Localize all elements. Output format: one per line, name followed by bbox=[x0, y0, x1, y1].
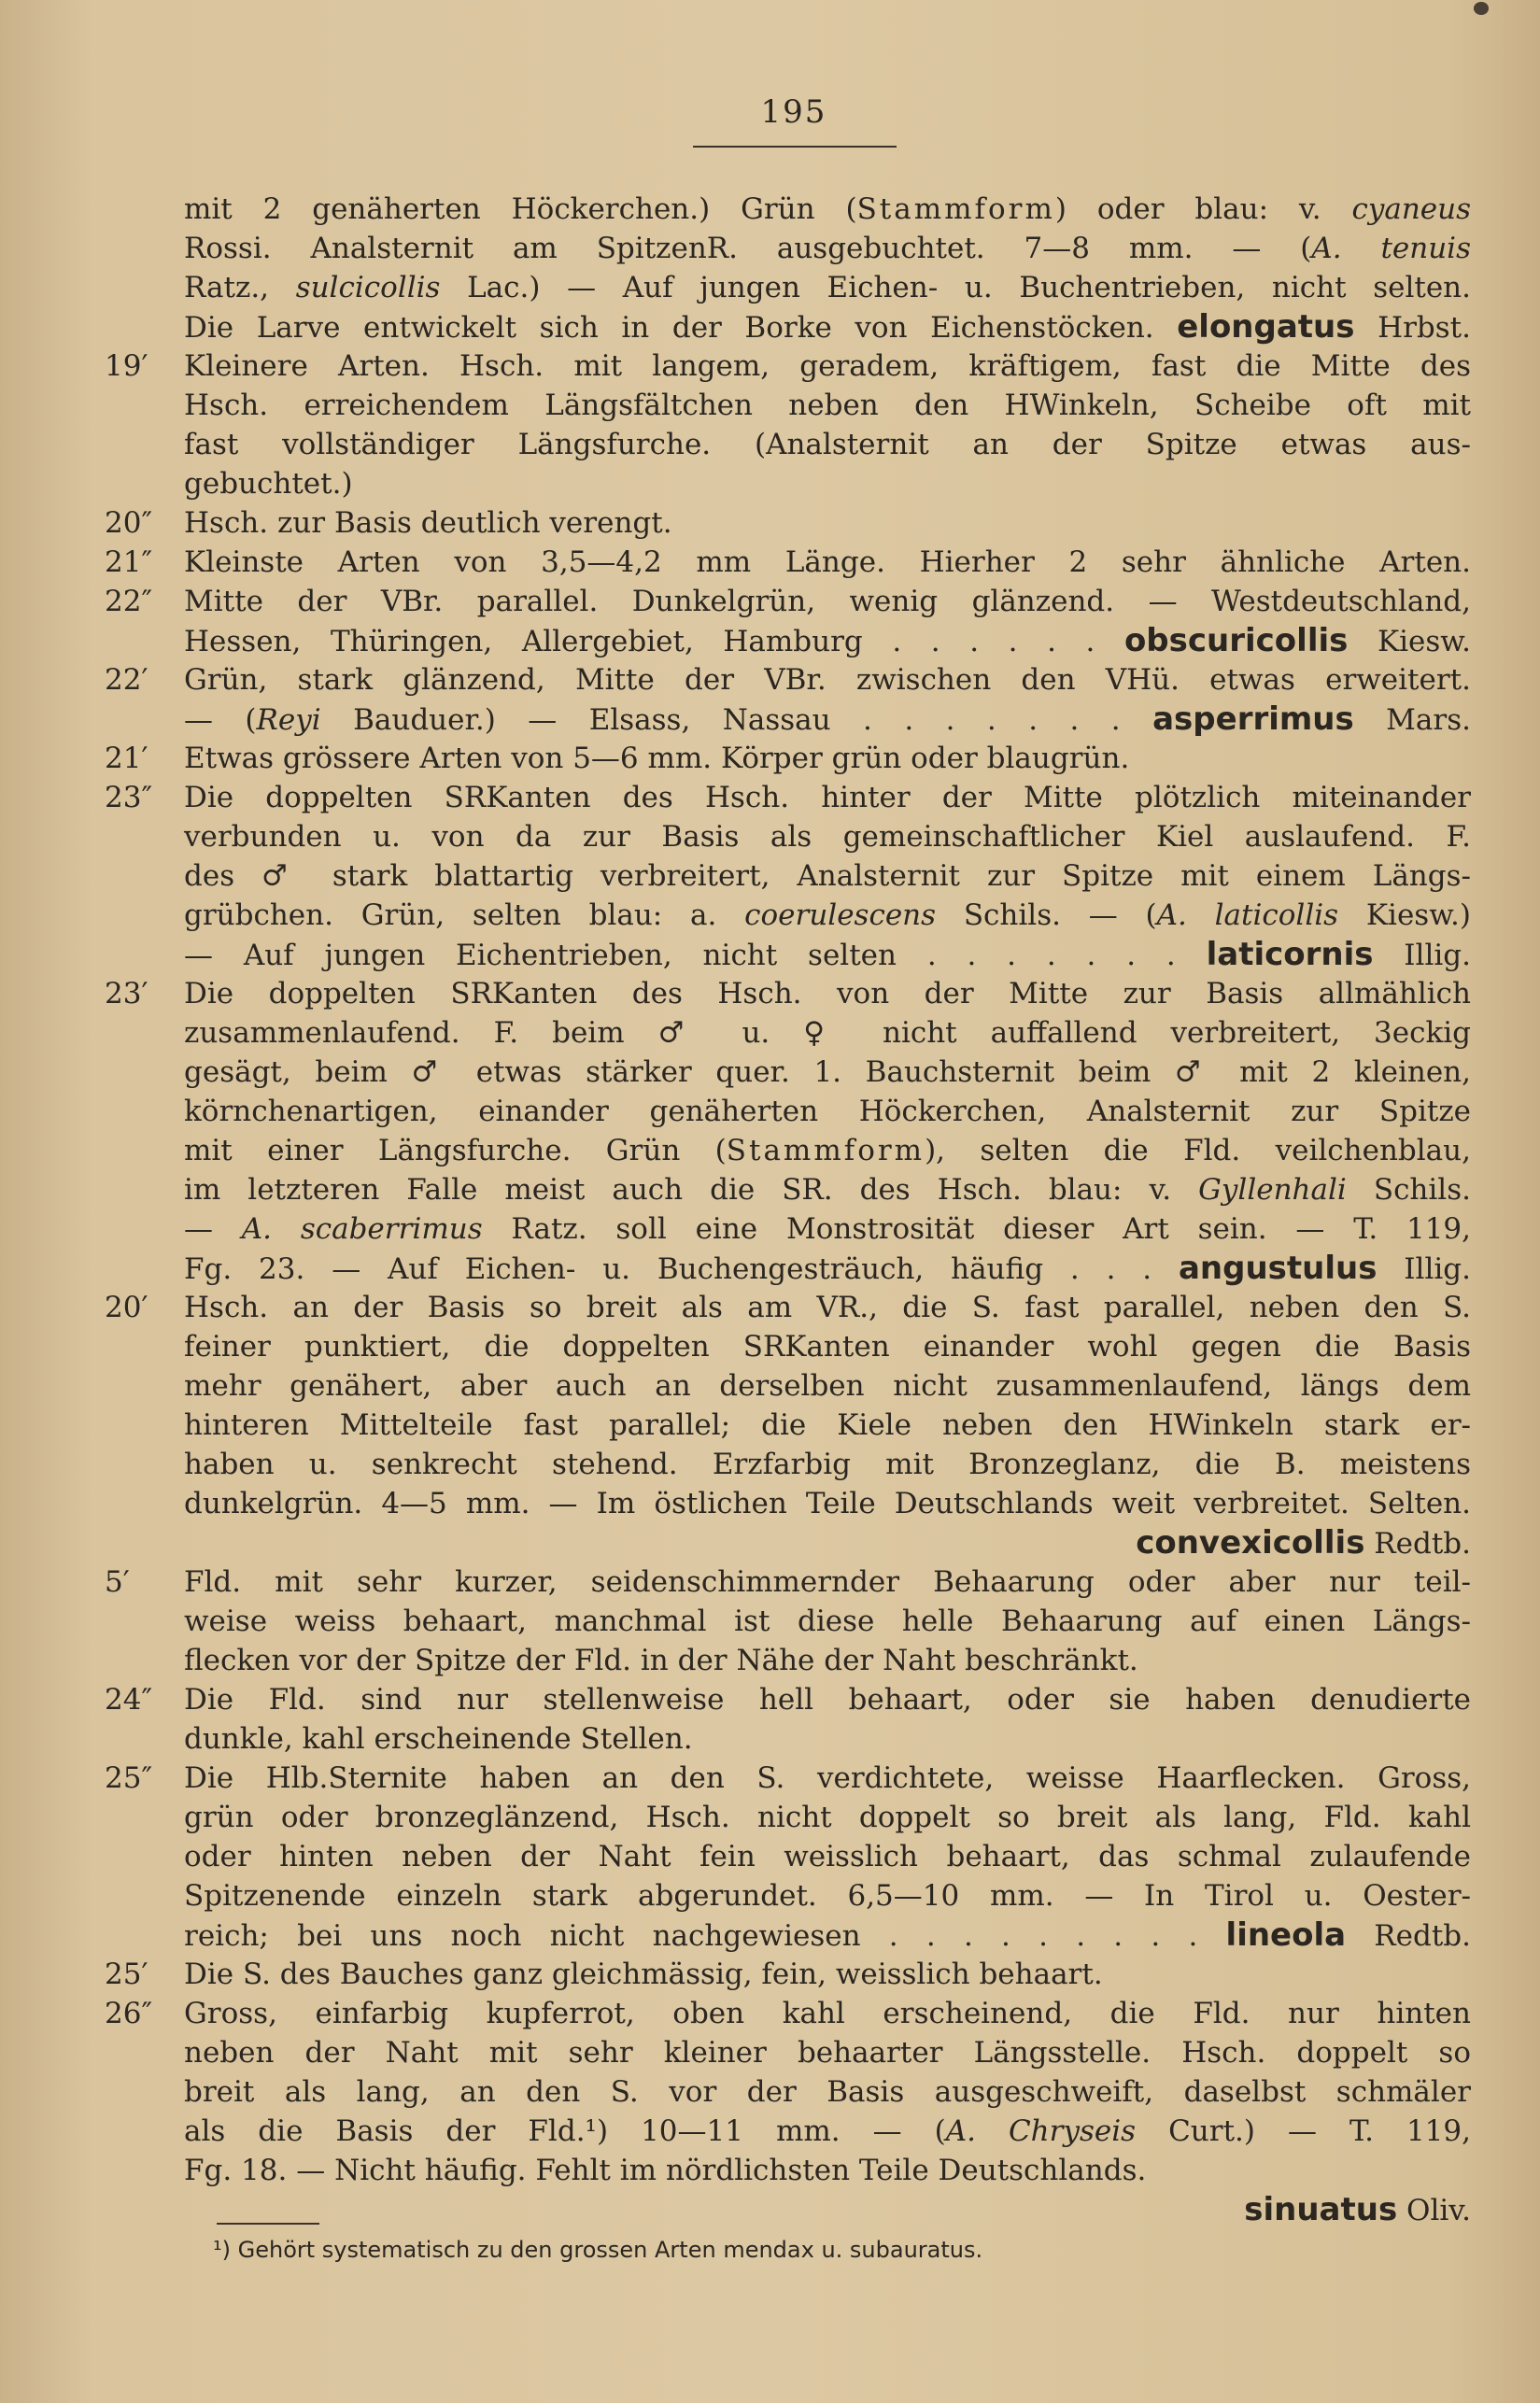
couplet-number: 20″ bbox=[105, 506, 153, 540]
text-run: haben u. senkrecht stehend. Erzfarbig mit Bronzeglanz, die B. meistens bbox=[184, 1448, 1471, 1481]
text-line bbox=[184, 1013, 1471, 1053]
italic-text: A. scaberrimus bbox=[241, 1212, 483, 1246]
text-line bbox=[184, 346, 1471, 386]
text-line bbox=[184, 778, 1471, 817]
text-run: mit einer Längsfurche. Grün ( bbox=[184, 1134, 727, 1167]
text-run: des ♂ stark blattartig verbreitert, Analsternit zur Spitze mit einem Längs- bbox=[184, 859, 1471, 893]
text-run: Fld. mit sehr kurzer, seidenschimmernder Behaarung oder aber nur teil- bbox=[184, 1565, 1471, 1599]
text-line bbox=[184, 2033, 1471, 2072]
text-run: weise weiss behaart, manchmal ist diese helle Behaarung auf einen Längs- bbox=[184, 1604, 1471, 1638]
text-run: als die Basis der Fld.¹) 10—11 mm. — ( bbox=[184, 2114, 946, 2148]
text-run: Fg. 18. — Nicht häufig. Fehlt im nördlichsten Teile Deutschlands. bbox=[184, 2154, 1147, 2187]
text-run: Illig. bbox=[1373, 939, 1471, 972]
text-run: Kiesw.) bbox=[1338, 898, 1472, 932]
text-run: Hsch. erreichendem Längsfältchen neben den HWinkeln, Scheibe oft mit bbox=[184, 389, 1471, 422]
text-run: Die S. des Bauches ganz gleichmässig, fein, weisslich behaart. bbox=[184, 1958, 1103, 1991]
text-run: — Auf jungen Eichentrieben, nicht selten . . . . . . . bbox=[184, 939, 1207, 972]
couplet-number: 22′ bbox=[105, 663, 148, 697]
text-run: Rossi. Analsternit am SpitzenR. ausgebuchtet. 7—8 mm. — ( bbox=[184, 232, 1312, 265]
text-run: Lac.) — Auf jungen Eichen- u. Buchentrieben, nicht selten. bbox=[440, 271, 1472, 304]
italic-text: Gyllenhali bbox=[1198, 1173, 1347, 1207]
text-run: ) oder blau: v. bbox=[1054, 192, 1352, 226]
text-run: — ( bbox=[184, 703, 257, 737]
text-line bbox=[184, 817, 1471, 856]
couplet-number: 25″ bbox=[105, 1761, 153, 1795]
text-run: Gross, einfarbig kupferrot, oben kahl erscheinend, die Fld. nur hinten bbox=[184, 1997, 1471, 2030]
text-line bbox=[184, 1406, 1471, 1445]
text-line bbox=[184, 2072, 1471, 2112]
couplet-number: 21′ bbox=[105, 742, 148, 775]
text-run: körnchenartigen, einander genäherten Höckerchen, Analsternit zur Spitze bbox=[184, 1095, 1471, 1128]
text-run: Kiesw. bbox=[1348, 625, 1471, 658]
text-run: verbunden u. von da zur Basis als gemeinschaftlicher Kiel auslaufend. F. bbox=[184, 820, 1471, 854]
text-run: Illig. bbox=[1377, 1252, 1471, 1286]
text-line bbox=[184, 1798, 1471, 1837]
text-line bbox=[184, 386, 1471, 425]
text-run: zusammenlaufend. F. beim ♂ u. ♀ nicht auffallend verbreitert, 3eckig bbox=[184, 1016, 1471, 1050]
text-line bbox=[184, 1602, 1471, 1641]
footnote: ¹) Gehört systematisch zu den grossen Arten mendax u. subauratus. bbox=[213, 2237, 983, 2263]
text-run: gebuchtet.) bbox=[184, 467, 353, 501]
text-run: Grün, stark glänzend, Mitte der VBr. zwischen den VHü. etwas erweitert. bbox=[184, 663, 1471, 697]
text-run: Hsch. zur Basis deutlich verengt. bbox=[184, 506, 672, 540]
page-number-rule bbox=[693, 146, 897, 148]
text-run: Ratz. soll eine Monstrosität dieser Art sein. — T. 119, bbox=[482, 1212, 1471, 1246]
text-line bbox=[184, 1680, 1471, 1719]
italic-text: coerulescens bbox=[744, 898, 937, 932]
text-line bbox=[184, 935, 1471, 974]
text-run: Bauduer.) — Elsass, Nassau . . . . . . . bbox=[320, 703, 1153, 737]
text-run: hinteren Mittelteile fast parallel; die Kiele neben den HWinkeln stark er- bbox=[184, 1408, 1471, 1442]
text-line bbox=[184, 621, 1471, 660]
text-line bbox=[184, 229, 1471, 268]
text-line bbox=[184, 268, 1471, 307]
text-run: Oliv. bbox=[1397, 2194, 1471, 2227]
text-line bbox=[184, 974, 1471, 1013]
text-run: Schils. — ( bbox=[936, 898, 1157, 932]
text-line bbox=[184, 503, 1471, 543]
text-run: breit als lang, an den S. vor der Basis ausgeschweift, daselbst schmäler bbox=[184, 2075, 1471, 2109]
text-run: reich; bei uns noch nicht nachgewiesen . . . . . . . . . bbox=[184, 1919, 1226, 1953]
text-line bbox=[184, 739, 1471, 778]
text-line bbox=[184, 2151, 1471, 2190]
text-line bbox=[184, 464, 1471, 503]
text-line bbox=[184, 700, 1471, 739]
italic-text: A. laticollis bbox=[1156, 898, 1339, 932]
text-line bbox=[184, 1562, 1471, 1602]
couplet-number: 23″ bbox=[105, 781, 153, 814]
text-run: Fg. 23. — Auf Eichen- u. Buchengesträuch, häufig . . . bbox=[184, 1252, 1179, 1286]
text-run: gesägt, beim ♂ etwas stärker quer. 1. Bauchsternit beim ♂ mit 2 kleinen, bbox=[184, 1055, 1471, 1089]
couplet-number: 19′ bbox=[105, 349, 148, 383]
text-run: Kleinere Arten. Hsch. mit langem, geradem, kräftigem, fast die Mitte des bbox=[184, 349, 1471, 383]
text-run: — bbox=[184, 1212, 242, 1246]
italic-text: A. Chryseis bbox=[945, 2114, 1137, 2148]
text-line bbox=[184, 1249, 1471, 1288]
text-run: Redtb. bbox=[1364, 1527, 1471, 1561]
text-line bbox=[184, 1759, 1471, 1798]
text-line bbox=[184, 1523, 1471, 1562]
text-run: grübchen. Grün, selten blau: a. bbox=[184, 898, 745, 932]
text-line bbox=[184, 1837, 1471, 1876]
text-line bbox=[184, 1876, 1471, 1915]
text-run: Die doppelten SRKanten des Hsch. hinter der Mitte plötzlich miteinander bbox=[184, 781, 1471, 814]
species-name: laticornis bbox=[1206, 936, 1374, 973]
text-run: Hrbst. bbox=[1354, 311, 1471, 345]
text-run: Stammform bbox=[856, 192, 1055, 226]
text-line bbox=[184, 1366, 1471, 1406]
text-run: Die doppelten SRKanten des Hsch. von der Mitte zur Basis allmählich bbox=[184, 977, 1471, 1011]
couplet-number: 26″ bbox=[105, 1997, 153, 2030]
text-run: Die Larve entwickelt sich in der Borke von Eichenstöcken. bbox=[184, 311, 1178, 345]
text-line bbox=[184, 896, 1471, 935]
italic-text: sulcicollis bbox=[295, 271, 441, 304]
italic-text: cyaneus bbox=[1351, 192, 1472, 226]
species-name: elongatus bbox=[1177, 308, 1355, 346]
italic-text: Reyi bbox=[256, 703, 321, 737]
text-line bbox=[184, 1915, 1471, 1955]
text-line bbox=[184, 425, 1471, 464]
species-name: sinuatus bbox=[1244, 2191, 1398, 2228]
species-name: asperrimus bbox=[1152, 700, 1354, 738]
text-line bbox=[184, 1641, 1471, 1680]
text-line bbox=[184, 856, 1471, 896]
text-line bbox=[184, 1288, 1471, 1327]
text-run: flecken vor der Spitze der Fld. in der Nähe der Naht beschränkt. bbox=[184, 1644, 1138, 1677]
text-run: Etwas grössere Arten von 5—6 mm. Körper grün oder blaugrün. bbox=[184, 742, 1130, 775]
text-line bbox=[184, 1327, 1471, 1366]
text-run: mit 2 genäherten Höckerchen.) Grün ( bbox=[184, 192, 857, 226]
couplet-number: 23′ bbox=[105, 977, 148, 1011]
text-run: Curt.) — T. 119, bbox=[1136, 2114, 1471, 2148]
text-run: mehr genähert, aber auch an derselben nicht zusammenlaufend, längs dem bbox=[184, 1369, 1471, 1403]
text-run: Hsch. an der Basis so breit als am VR., die S. fast parallel, neben den S. bbox=[184, 1291, 1471, 1324]
species-name: obscuricollis bbox=[1123, 622, 1349, 659]
text-line bbox=[184, 1994, 1471, 2033]
text-line bbox=[184, 2112, 1471, 2151]
text-line bbox=[184, 543, 1471, 582]
text-run: fast vollständiger Längsfurche. (Analsternit an der Spitze etwas aus- bbox=[184, 428, 1471, 461]
text-line bbox=[184, 307, 1471, 346]
text-line bbox=[184, 1092, 1471, 1131]
text-line bbox=[184, 1719, 1471, 1759]
text-run: oder hinten neben der Naht fein weisslich behaart, das schmal zulaufende bbox=[184, 1840, 1471, 1873]
couplet-number: 24″ bbox=[105, 1683, 153, 1717]
couplet-number: 20′ bbox=[105, 1291, 148, 1324]
text-run: grün oder bronzeglänzend, Hsch. nicht doppelt so breit als lang, Fld. kahl bbox=[184, 1801, 1471, 1834]
text-run: Hessen, Thüringen, Allergebiet, Hamburg . . . . . . bbox=[184, 625, 1124, 658]
text-line bbox=[184, 190, 1471, 229]
text-run: Schils. bbox=[1346, 1173, 1471, 1207]
text-run: Mitte der VBr. parallel. Dunkelgrün, wenig glänzend. — Westdeutschland, bbox=[184, 585, 1471, 618]
text-line bbox=[184, 1053, 1471, 1092]
text-run: Stammform bbox=[726, 1134, 925, 1167]
text-run: im letzteren Falle meist auch die SR. des Hsch. blau: v. bbox=[184, 1173, 1199, 1207]
species-name: angustulus bbox=[1178, 1250, 1378, 1287]
text-run: Die Fld. sind nur stellenweise hell behaart, oder sie haben denudierte bbox=[184, 1683, 1471, 1717]
text-run: Kleinste Arten von 3,5—4,2 mm Länge. Hierher 2 sehr ähnliche Arten. bbox=[184, 545, 1471, 579]
couplet-number: 5′ bbox=[105, 1565, 130, 1599]
ink-speck bbox=[1474, 2, 1489, 15]
page-number: 195 bbox=[760, 93, 827, 131]
text-run: dunkelgrün. 4—5 mm. — Im östlichen Teile Deutschlands weit verbreitet. Selten. bbox=[184, 1487, 1471, 1520]
text-run: Spitzenende einzeln stark abgerundet. 6,5—10 mm. — In Tirol u. Oester- bbox=[184, 1879, 1471, 1913]
italic-text: A. tenuis bbox=[1311, 232, 1471, 265]
text-line bbox=[184, 1445, 1471, 1484]
text-line bbox=[184, 2190, 1471, 2229]
text-line bbox=[184, 1209, 1471, 1249]
text-line bbox=[184, 1170, 1471, 1209]
text-run: feiner punktiert, die doppelten SRKanten einander wohl gegen die Basis bbox=[184, 1330, 1471, 1364]
species-name: convexicollis bbox=[1136, 1524, 1365, 1562]
species-name: lineola bbox=[1225, 1916, 1347, 1954]
text-run: Redtb. bbox=[1346, 1919, 1471, 1953]
text-run: ), selten die Fld. veilchenblau, bbox=[925, 1134, 1471, 1167]
couplet-number: 21″ bbox=[105, 545, 153, 579]
couplet-number: 25′ bbox=[105, 1958, 148, 1991]
text-line bbox=[184, 660, 1471, 700]
text-run: Mars. bbox=[1353, 703, 1471, 737]
footnote-rule bbox=[217, 2223, 319, 2225]
text-run: Ratz., bbox=[184, 271, 296, 304]
text-run: dunkle, kahl erscheinende Stellen. bbox=[184, 1722, 693, 1756]
text-line bbox=[184, 582, 1471, 621]
text-line bbox=[184, 1131, 1471, 1170]
text-run: Die Hlb.Sternite haben an den S. verdichtete, weisse Haarflecken. Gross, bbox=[184, 1761, 1471, 1795]
text-line bbox=[184, 1955, 1471, 1994]
text-run: neben der Naht mit sehr kleiner behaarter Längsstelle. Hsch. doppelt so bbox=[184, 2036, 1471, 2070]
couplet-number: 22″ bbox=[105, 585, 153, 618]
text-line bbox=[184, 1484, 1471, 1523]
